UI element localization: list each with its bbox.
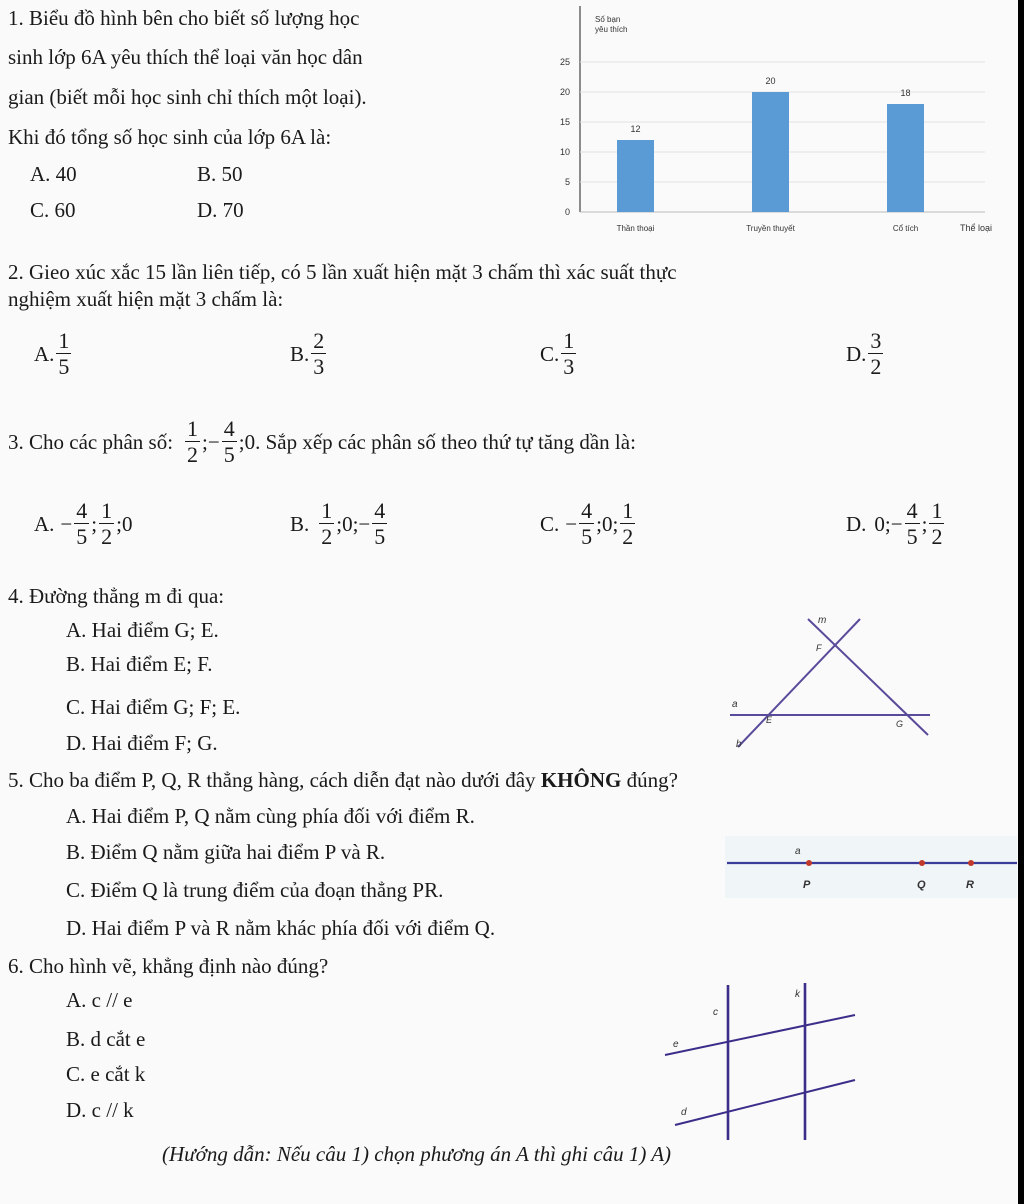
y-axis-label xyxy=(595,15,627,34)
option-letter: D. xyxy=(846,341,867,366)
numerator: 1 xyxy=(321,498,333,523)
denominator: 5 xyxy=(76,524,88,549)
q1-line-3: gian (biết mỗi học sinh chỉ thích một loại). xyxy=(8,85,367,109)
numerator: 1 xyxy=(101,498,113,523)
q5-title-bold: KHÔNG xyxy=(540,768,622,792)
q2-line-1: 2. Gieo xúc xắc 15 lần liên tiếp, có 5 lần xuất hiện mặt 3 chấm thì xác suất thực xyxy=(8,260,677,284)
label-e: E xyxy=(766,715,773,725)
fraction xyxy=(905,500,920,548)
numerator: 1 xyxy=(58,328,70,353)
sign: − xyxy=(565,511,578,536)
q5-figure xyxy=(725,836,1017,898)
y-axis-label-line: Số bạn xyxy=(595,15,621,24)
option-letter: B. xyxy=(290,341,310,366)
numerator: 4 xyxy=(374,498,386,523)
q6-option-d[interactable]: D. c // k xyxy=(66,1098,134,1122)
q1-option-d[interactable]: D. 70 xyxy=(197,198,244,222)
line-b xyxy=(738,619,860,747)
label-f: F xyxy=(816,643,822,653)
numerator: 1 xyxy=(563,328,575,353)
q5-title-pre: 5. Cho ba điểm P, Q, R thẳng hàng, cách diễn đạt nào dưới đây xyxy=(8,768,541,792)
q5-option-c[interactable]: C. Điểm Q là trung điểm của đoạn thẳng PR. xyxy=(66,878,444,902)
point-p xyxy=(806,860,812,866)
q4-figure xyxy=(720,605,940,755)
fraction xyxy=(74,500,89,548)
label-k: k xyxy=(795,989,800,1000)
denominator: 2 xyxy=(931,524,943,549)
label-b: b xyxy=(736,739,742,750)
q6-option-c[interactable]: C. e cắt k xyxy=(66,1062,146,1086)
q3-option-d[interactable] xyxy=(846,500,946,548)
numerator: 1 xyxy=(931,498,943,523)
y-tick-label: 0 xyxy=(564,207,570,217)
q3-option-c[interactable] xyxy=(540,500,637,548)
q5-title-post: đúng? xyxy=(621,768,678,792)
numerator: 1 xyxy=(187,416,199,441)
label-a: a xyxy=(732,699,738,710)
numerator: 2 xyxy=(313,328,325,353)
data-label: 20 xyxy=(765,76,776,86)
denominator: 2 xyxy=(321,524,333,549)
q6-option-a[interactable]: A. c // e xyxy=(66,988,133,1012)
q1-line-2: sinh lớp 6A yêu thích thể loại văn học dân xyxy=(8,45,363,69)
y-tick-label: 25 xyxy=(559,57,570,67)
label-c: c xyxy=(713,1007,718,1018)
separator: ; xyxy=(921,511,928,536)
fraction xyxy=(319,500,334,548)
option-letter: B. xyxy=(290,511,310,536)
q1-option-c[interactable]: C. 60 xyxy=(30,198,76,222)
fraction xyxy=(311,330,326,378)
q3-question xyxy=(8,418,636,466)
q6-option-b[interactable]: B. d cắt e xyxy=(66,1027,146,1051)
fraction xyxy=(185,418,200,466)
y-tick-label: 20 xyxy=(559,87,570,97)
q2-line-2: nghiệm xuất hiện mặt 3 chấm là: xyxy=(8,287,284,311)
denominator: 2 xyxy=(870,354,882,379)
label-g: G xyxy=(896,719,904,729)
separator: ;0;− xyxy=(336,511,371,536)
denominator: 5 xyxy=(223,442,235,467)
line-e xyxy=(665,1015,855,1055)
numerator: 3 xyxy=(870,328,882,353)
denominator: 3 xyxy=(563,354,575,379)
fraction xyxy=(929,500,944,548)
q1-line-4: Khi đó tổng số học sinh của lớp 6A là: xyxy=(8,125,332,149)
data-label: 12 xyxy=(630,124,641,134)
fraction xyxy=(579,500,594,548)
option-letter: C. xyxy=(540,511,560,536)
instruction-note: (Hướng dẫn: Nếu câu 1) chọn phương án A thì ghi câu 1) A) xyxy=(162,1142,672,1166)
point-q xyxy=(919,860,925,866)
line-d xyxy=(675,1080,855,1125)
right-edge-bar xyxy=(1018,0,1024,1204)
q3-option-a[interactable] xyxy=(34,500,132,548)
y-axis-label-line: yêu thích xyxy=(595,25,628,34)
q4-option-a[interactable]: A. Hai điểm G; E. xyxy=(66,618,219,642)
q5-option-d[interactable]: D. Hai điểm P và R nằm khác phía đối với điểm Q. xyxy=(66,916,496,940)
label-q: Q xyxy=(917,879,926,891)
denominator: 2 xyxy=(622,524,634,549)
fraction xyxy=(56,330,71,378)
q5-option-a[interactable]: A. Hai điểm P, Q nằm cùng phía đối với điểm R. xyxy=(66,804,475,828)
q5-option-b[interactable]: B. Điểm Q nằm giữa hai điểm P và R. xyxy=(66,840,386,864)
fraction xyxy=(372,500,387,548)
fraction xyxy=(222,418,237,466)
q4-option-d[interactable]: D. Hai điểm F; G. xyxy=(66,731,218,755)
point-r xyxy=(968,860,974,866)
x-tick-label: Truyền thuyết xyxy=(746,224,795,233)
fraction xyxy=(99,500,114,548)
label-e: e xyxy=(673,1039,679,1050)
label-r: R xyxy=(966,879,974,891)
denominator: 5 xyxy=(906,524,918,549)
q6-figure xyxy=(655,975,875,1145)
option-letter: A. xyxy=(34,341,55,366)
q2-option-b[interactable] xyxy=(290,330,328,378)
q4-option-b[interactable]: B. Hai điểm E; F. xyxy=(66,652,213,676)
option-letter: A. xyxy=(34,511,55,536)
label-a: a xyxy=(795,846,801,857)
bar-chart xyxy=(540,0,1018,240)
denominator: 3 xyxy=(313,354,325,379)
bar xyxy=(887,104,924,212)
numerator: 1 xyxy=(622,498,634,523)
q1-option-b[interactable]: B. 50 xyxy=(197,162,243,186)
y-tick-label: 10 xyxy=(559,147,570,157)
q5-title xyxy=(8,770,678,791)
data-label: 18 xyxy=(900,88,911,98)
fraction xyxy=(620,500,635,548)
separator: ;0 xyxy=(238,429,256,454)
q6-title: 6. Cho hình vẽ, khẳng định nào đúng? xyxy=(8,954,329,978)
denominator: 5 xyxy=(58,354,70,379)
q4-option-c[interactable]: C. Hai điểm G; F; E. xyxy=(66,695,241,719)
label-m: m xyxy=(818,615,827,626)
denominator: 2 xyxy=(101,524,113,549)
label-p: P xyxy=(803,879,811,891)
fraction xyxy=(868,330,883,378)
x-tick-label: Thần thoại xyxy=(616,224,655,233)
numerator: 4 xyxy=(223,416,235,441)
denominator: 5 xyxy=(374,524,386,549)
numerator: 4 xyxy=(581,498,593,523)
label-d: d xyxy=(681,1107,687,1118)
q1-option-a[interactable]: A. 40 xyxy=(30,162,77,186)
line-m xyxy=(808,619,928,735)
q2-option-a[interactable] xyxy=(34,330,73,378)
denominator: 2 xyxy=(187,442,199,467)
q3-option-b[interactable] xyxy=(290,500,389,548)
q2-option-c[interactable] xyxy=(540,330,578,378)
q3-prefix: 3. Cho các phân số: xyxy=(8,429,174,454)
q1-line-1: 1. Biểu đồ hình bên cho biết số lượng học xyxy=(8,6,360,30)
bar xyxy=(752,92,789,212)
fraction xyxy=(561,330,576,378)
sign: 0;− xyxy=(874,511,903,536)
separator: ; xyxy=(91,511,98,536)
x-axis-label: Thể loại xyxy=(960,223,993,233)
q2-option-d[interactable] xyxy=(846,330,885,378)
option-letter: C. xyxy=(540,341,560,366)
sign: − xyxy=(60,511,73,536)
numerator: 4 xyxy=(906,498,918,523)
y-tick-label: 15 xyxy=(559,117,570,127)
x-tick-label: Cổ tích xyxy=(892,224,919,233)
y-tick-label: 5 xyxy=(564,177,570,187)
separator: ;0; xyxy=(596,511,619,536)
bar xyxy=(617,140,654,212)
q4-title: 4. Đường thẳng m đi qua: xyxy=(8,584,225,608)
option-letter: D. xyxy=(846,511,867,536)
q3-suffix: . Sắp xếp các phân số theo thứ tự tăng dần là: xyxy=(255,429,636,454)
separator: ;− xyxy=(202,429,220,454)
separator: ;0 xyxy=(116,511,133,536)
numerator: 4 xyxy=(76,498,88,523)
denominator: 5 xyxy=(581,524,593,549)
